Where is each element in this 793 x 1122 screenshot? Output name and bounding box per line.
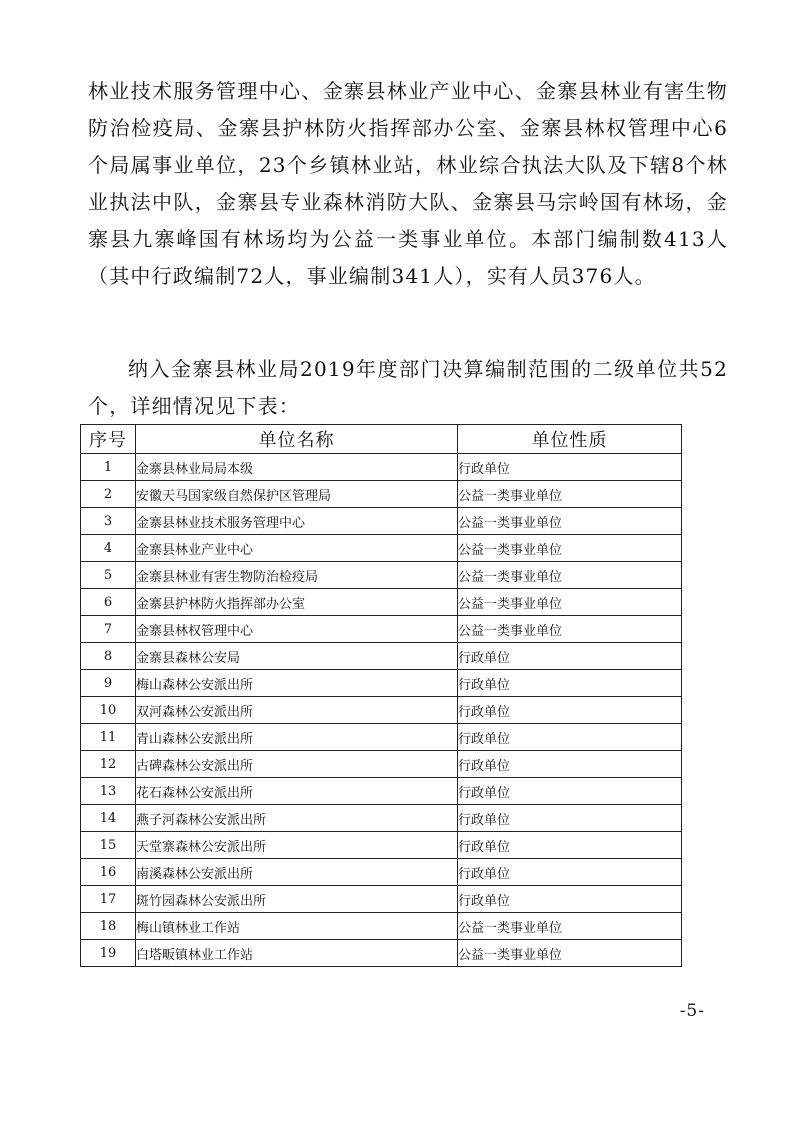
- table-row: [81, 778, 682, 805]
- row-index: 5: [81, 562, 136, 589]
- row-index: 4: [81, 535, 136, 562]
- row-unit-type: 公益一类事业单位: [458, 508, 682, 535]
- row-unit-type: 行政单位: [458, 805, 682, 832]
- row-index: 13: [81, 778, 136, 805]
- row-unit-name: 白塔畈镇林业工作站: [136, 940, 458, 967]
- table-row: [81, 832, 682, 859]
- table-row: [81, 805, 682, 832]
- row-unit-type: 公益一类事业单位: [458, 940, 682, 967]
- row-unit-name: 花石森林公安派出所: [136, 778, 458, 805]
- table-header-row: [81, 425, 682, 454]
- row-unit-type: 行政单位: [458, 697, 682, 724]
- table-row: [81, 751, 682, 778]
- row-index: 18: [81, 913, 136, 940]
- row-unit-name: 天堂寨森林公安派出所: [136, 832, 458, 859]
- row-index: 11: [81, 724, 136, 751]
- row-unit-name: 梅山镇林业工作站: [136, 913, 458, 940]
- row-unit-type: 行政单位: [458, 643, 682, 670]
- units-table: [80, 424, 682, 967]
- row-index: 16: [81, 859, 136, 886]
- table-row: [81, 697, 682, 724]
- table-row: [81, 562, 682, 589]
- row-unit-name: 金寨县林权管理中心: [136, 616, 458, 643]
- row-unit-type: 行政单位: [458, 778, 682, 805]
- row-index: 2: [81, 481, 136, 508]
- row-unit-type: 行政单位: [458, 859, 682, 886]
- row-unit-type: 行政单位: [458, 724, 682, 751]
- row-unit-name: 古碑森林公安派出所: [136, 751, 458, 778]
- table-row: [81, 616, 682, 643]
- row-unit-name: 金寨县林业技术服务管理中心: [136, 508, 458, 535]
- row-unit-type: 公益一类事业单位: [458, 535, 682, 562]
- table-row: [81, 454, 682, 481]
- row-unit-type: 公益一类事业单位: [458, 481, 682, 508]
- row-index: 7: [81, 616, 136, 643]
- row-unit-type: 公益一类事业单位: [458, 616, 682, 643]
- table-row: [81, 886, 682, 913]
- row-unit-type: 公益一类事业单位: [458, 913, 682, 940]
- table-row: [81, 589, 682, 616]
- table-row: [81, 535, 682, 562]
- table-row: [81, 940, 682, 967]
- row-unit-name: 金寨县护林防火指挥部办公室: [136, 589, 458, 616]
- row-unit-name: 金寨县林业产业中心: [136, 535, 458, 562]
- body-paragraph: 林业技术服务管理中心、金寨县林业产业中心、金寨县林业有害生物防治检疫局、金寨县护林防火指挥部办公室、金寨县林权管理中心6个局属事业单位，23个乡镇林业站，林业综合执法大队及下辖8个林业执法中队，金寨县专业森林消防大队、金寨县马宗岭国有林场，金寨县九寨峰国有林场均为公益一类事业单位。本部门编制数413人（其中行政编制72人，事业编制341人），实有人员376人。: [88, 79, 728, 288]
- header-unit-type: 单位性质: [458, 425, 682, 454]
- row-index: 19: [81, 940, 136, 967]
- row-unit-name: 安徽天马国家级自然保护区管理局: [136, 481, 458, 508]
- row-index: 6: [81, 589, 136, 616]
- row-unit-name: 金寨县林业有害生物防治检疫局: [136, 562, 458, 589]
- row-unit-type: 行政单位: [458, 886, 682, 913]
- row-unit-name: 梅山森林公安派出所: [136, 670, 458, 697]
- table-row: [81, 724, 682, 751]
- row-unit-name: 金寨县林业局局本级: [136, 454, 458, 481]
- row-index: 14: [81, 805, 136, 832]
- row-unit-name: 青山森林公安派出所: [136, 724, 458, 751]
- row-index: 9: [81, 670, 136, 697]
- table-row: [81, 481, 682, 508]
- row-unit-name: 燕子河森林公安派出所: [136, 805, 458, 832]
- table-row: [81, 643, 682, 670]
- row-index: 17: [81, 886, 136, 913]
- row-unit-type: 公益一类事业单位: [458, 589, 682, 616]
- row-index: 1: [81, 454, 136, 481]
- row-unit-type: 行政单位: [458, 832, 682, 859]
- page-number: -5-: [679, 1001, 705, 1021]
- row-unit-type: 行政单位: [458, 751, 682, 778]
- row-index: 3: [81, 508, 136, 535]
- row-unit-name: 南溪森林公安派出所: [136, 859, 458, 886]
- row-index: 12: [81, 751, 136, 778]
- row-unit-name: 斑竹园森林公安派出所: [136, 886, 458, 913]
- intro-paragraph: 纳入金寨县林业局2019年度部门决算编制范围的二级单位共52个，详细情况见下表：: [88, 357, 728, 418]
- header-index: 序号: [81, 425, 136, 454]
- table-row: [81, 508, 682, 535]
- row-unit-name: 双河森林公安派出所: [136, 697, 458, 724]
- row-unit-type: 行政单位: [458, 670, 682, 697]
- row-unit-type: 行政单位: [458, 454, 682, 481]
- table-row: [81, 913, 682, 940]
- header-unit-name: 单位名称: [136, 425, 458, 454]
- row-unit-name: 金寨县森林公安局: [136, 643, 458, 670]
- row-unit-type: 公益一类事业单位: [458, 562, 682, 589]
- row-index: 8: [81, 643, 136, 670]
- row-index: 10: [81, 697, 136, 724]
- table-row: [81, 670, 682, 697]
- row-index: 15: [81, 832, 136, 859]
- table-row: [81, 859, 682, 886]
